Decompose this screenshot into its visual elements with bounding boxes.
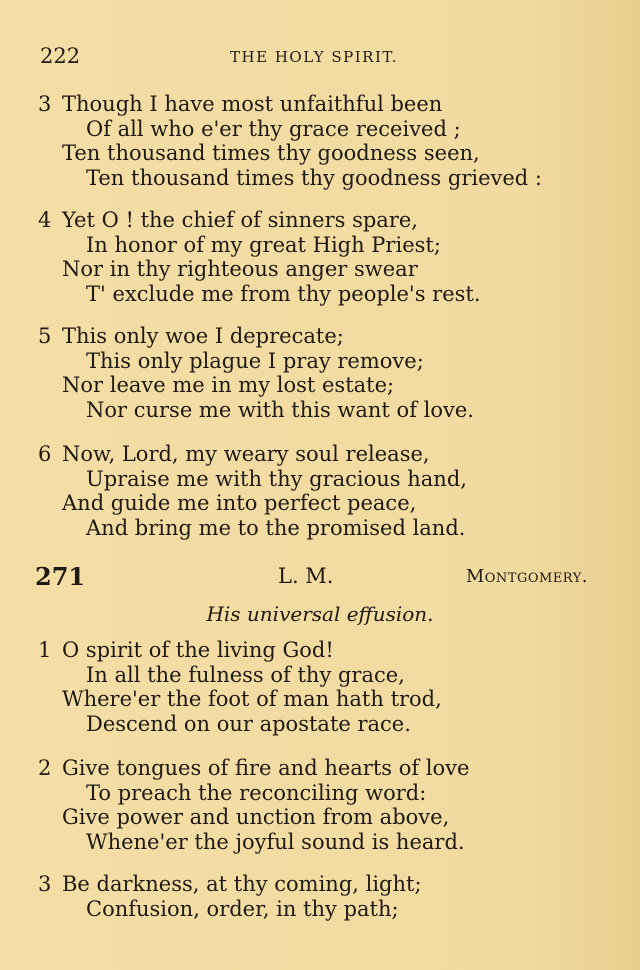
stanza-line [38, 442, 608, 467]
stanza-line: Of all who e'er thy grace received ; [86, 116, 461, 141]
stanza-prev-5 [38, 324, 608, 422]
hymn-number: 271 [35, 562, 86, 591]
stanza-prev-6 [38, 442, 608, 540]
stanza-line: In all the fulness of thy grace, [86, 662, 405, 687]
stanza-line: Ten thousand times thy goodness grieved : [86, 165, 542, 190]
stanza-line [38, 324, 608, 349]
stanza-number: 3 [38, 92, 52, 116]
hymn-author: Montgomery. [465, 566, 588, 587]
line-text: Now, Lord, my weary soul release, [62, 442, 430, 466]
running-title: THE HOLY SPIRIT. [230, 48, 398, 66]
hymn-heading [35, 562, 588, 592]
stanza-line: And guide me into perfect peace, [62, 491, 417, 516]
stanza-number: 6 [38, 442, 52, 466]
stanza-line: Ten thousand times thy goodness seen, [62, 141, 480, 166]
stanza-line [38, 92, 608, 117]
stanza-number: 4 [38, 208, 52, 232]
stanza-prev-4 [38, 208, 608, 306]
line-text: Give tongues of fire and hearts of love [62, 756, 470, 780]
stanza-number: 5 [38, 324, 52, 348]
line-text: O spirit of the living God! [62, 638, 334, 662]
line-text: This only woe I deprecate; [62, 324, 344, 348]
stanza-line: Whene'er the joyful sound is heard. [86, 829, 465, 854]
stanza-line [38, 756, 608, 781]
stanza-line: Descend on our apostate race. [86, 711, 411, 736]
hymn-subtitle: His universal effusion. [206, 602, 434, 626]
hymn-stanza-3 [38, 872, 608, 921]
line-text: Though I have most unfaithful been [62, 92, 443, 116]
stanza-line: This only plague I pray remove; [86, 348, 424, 373]
hymn-stanza-1 [38, 638, 608, 736]
hymn-meter: L. M. [278, 564, 334, 588]
stanza-prev-3 [38, 92, 608, 190]
stanza-line: Upraise me with thy gracious hand, [86, 466, 467, 491]
stanza-line: In honor of my great High Priest; [86, 232, 441, 257]
page-number: 222 [40, 44, 81, 68]
line-text: Yet O ! the chief of sinners spare, [62, 208, 418, 232]
stanza-line: Confusion, order, in thy path; [86, 896, 399, 921]
stanza-line [38, 208, 608, 233]
stanza-line: To preach the reconciling word: [86, 780, 427, 805]
stanza-line: Nor in thy righteous anger swear [62, 257, 418, 282]
hymn-stanza-2 [38, 756, 608, 854]
stanza-line [38, 872, 608, 897]
stanza-line: T' exclude me from thy people's rest. [86, 281, 481, 306]
stanza-line: Give power and unction from above, [62, 805, 450, 830]
stanza-line [38, 638, 608, 663]
line-text: Be darkness, at thy coming, light; [62, 872, 422, 896]
page-header [40, 44, 588, 74]
stanza-number: 2 [38, 756, 52, 780]
stanza-line: Nor leave me in my lost estate; [62, 373, 395, 398]
stanza-line: And bring me to the promised land. [86, 515, 466, 540]
stanza-number: 3 [38, 872, 52, 896]
stanza-line: Nor curse me with this want of love. [86, 397, 474, 422]
stanza-number: 1 [38, 638, 52, 662]
stanza-line: Where'er the foot of man hath trod, [62, 687, 442, 712]
